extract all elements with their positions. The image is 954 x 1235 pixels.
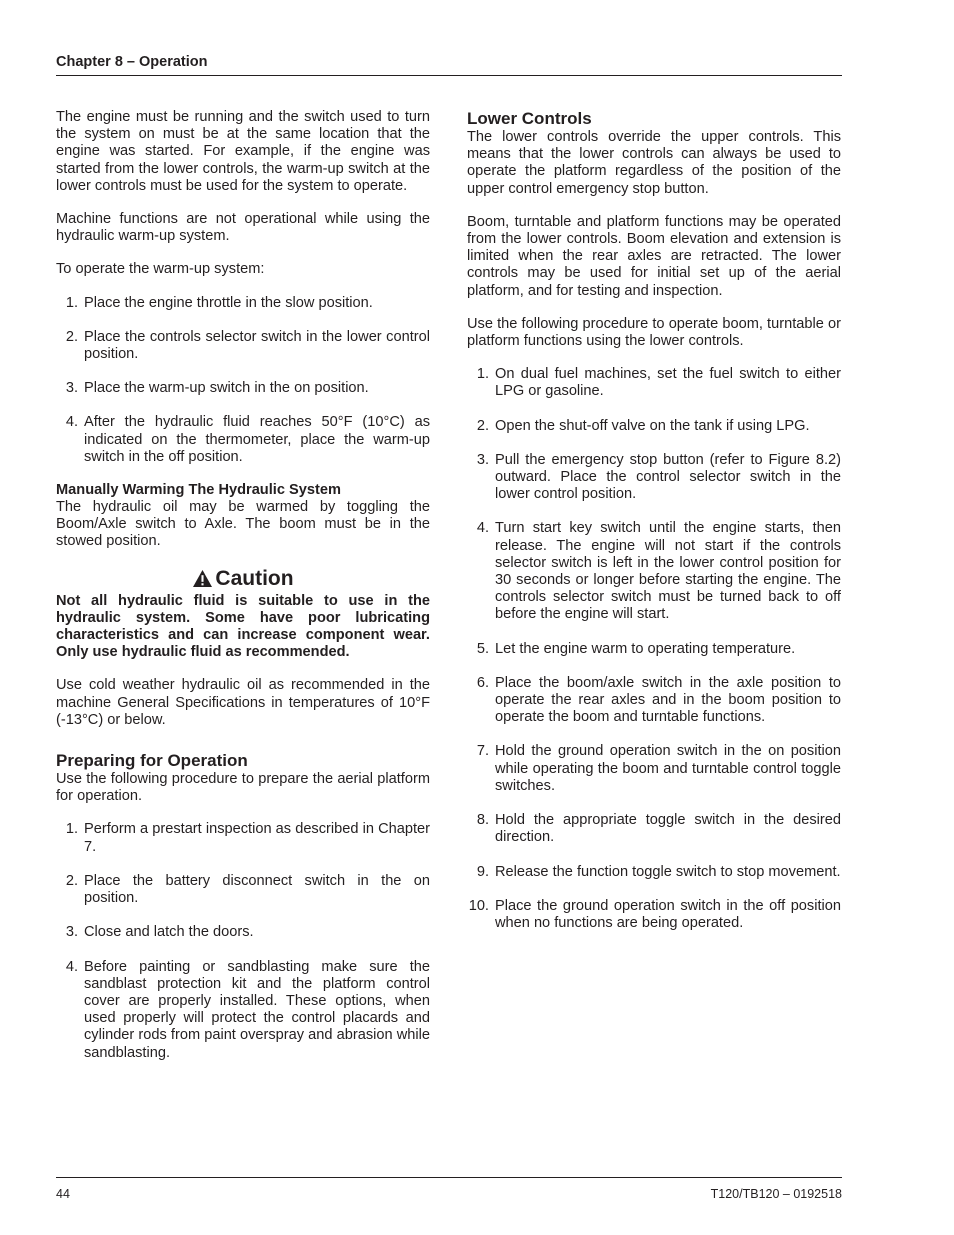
step-text: Open the shut-off valve on the tank if using LPG.	[495, 417, 810, 434]
step-text: Let the engine warm to operating temperature.	[495, 640, 796, 657]
lower-controls-steps-list	[467, 366, 841, 932]
warning-triangle-icon	[192, 569, 213, 588]
list-item	[467, 452, 841, 504]
step-number: 8.	[476, 812, 489, 829]
cold-weather-paragraph: Use cold weather hydraulic oil as recommended in the machine General Specifications in temperatures of 10°F (-13°C) or below.	[56, 677, 430, 728]
lower-controls-paragraph-2: Boom, turntable and platform functions may be operated from the lower controls. Boom elevation and extension is limited when the rear axles are retracted. The lower controls may be used for initial set up of the aerial platform, and for testing and inspection.	[467, 213, 841, 299]
preparing-paragraph: Use the following procedure to prepare the aerial platform for operation.	[56, 771, 430, 805]
list-item	[467, 743, 841, 795]
list-item	[467, 898, 841, 932]
step-number: 5.	[476, 640, 489, 657]
step-text: After the hydraulic fluid reaches 50°F (10°C) as indicated on the thermometer, place the warm-up switch in the off position.	[84, 414, 430, 465]
list-item	[56, 329, 430, 363]
left-column	[56, 109, 430, 1078]
step-text: Hold the appropriate toggle switch in the desired direction.	[495, 812, 841, 846]
prep-steps-list	[56, 821, 430, 1061]
list-item	[467, 418, 841, 435]
step-text: Place the ground operation switch in the off position when no functions are being operated.	[495, 897, 841, 931]
lower-controls-paragraph-1: The lower controls override the upper controls. This means that the lower controls can always be used to operate the platform regardless of the position of the upper control emergency stop button.	[467, 129, 841, 197]
step-number: 3.	[476, 451, 489, 468]
list-item	[467, 520, 841, 623]
step-text: Close and latch the doors.	[84, 924, 254, 941]
step-number: 2.	[476, 417, 489, 434]
caution-title: Caution	[215, 566, 294, 590]
step-number: 9.	[476, 863, 489, 880]
lower-controls-heading: Lower Controls	[467, 109, 592, 128]
step-number: 1.	[65, 294, 78, 311]
step-text: Hold the ground operation switch in the on position while operating the boom and turntable control toggle switches.	[495, 743, 841, 794]
chapter-header: Chapter 8 – Operation	[56, 54, 208, 70]
step-number: 3.	[65, 380, 78, 397]
list-item	[56, 873, 430, 907]
step-number: 10.	[468, 897, 489, 914]
preparing-heading: Preparing for Operation	[56, 751, 248, 771]
warmup-note-paragraph: Machine functions are not operational while using the hydraulic warm-up system.	[56, 211, 430, 245]
list-item	[467, 675, 841, 727]
list-item	[467, 812, 841, 846]
list-item	[56, 414, 430, 466]
manual-warming-paragraph: The hydraulic oil may be warmed by toggling the Boom/Axle switch to Axle. The boom must be in the stowed position.	[56, 499, 430, 550]
page-number: 44	[56, 1187, 70, 1201]
list-item	[467, 864, 841, 881]
list-item	[56, 295, 430, 312]
step-text: Pull the emergency stop button (refer to Figure 8.2) outward. Place the control selector switch in the lower control position.	[495, 451, 841, 503]
right-column	[467, 109, 841, 948]
step-text: Place the battery disconnect switch in the on position.	[84, 872, 430, 907]
warmup-intro-paragraph: The engine must be running and the switch used to turn the system on must be at the same location that the engine was started. For example, if the engine was started from the lower controls, the warm-up switch at the lower controls must be used for the system to operate.	[56, 109, 430, 194]
step-number: 3.	[65, 924, 78, 941]
step-text: Place the warm-up switch in the on position.	[84, 380, 369, 397]
step-text: Before painting or sandblasting make sure the sandblast protection kit and the platform control cover are properly installed. These options, when used properly will protect the control placards and cylinder rods from paint overspray and abrasion while sandblasting.	[84, 958, 430, 1061]
step-text: Place the controls selector switch in the lower control position.	[84, 328, 430, 363]
list-item	[467, 366, 841, 400]
footer-rule	[56, 1177, 842, 1178]
list-item	[56, 380, 430, 397]
lower-controls-paragraph-3: Use the following procedure to operate boom, turntable or platform functions using the lower controls.	[467, 315, 841, 350]
step-number: 1.	[65, 821, 78, 838]
step-number: 4.	[65, 414, 78, 431]
step-text: On dual fuel machines, set the fuel switch to either LPG or gasoline.	[495, 366, 841, 400]
step-number: 1.	[476, 366, 489, 383]
warmup-steps-list	[56, 295, 430, 466]
list-item	[56, 924, 430, 941]
warmup-lead-paragraph: To operate the warm-up system:	[56, 261, 265, 278]
step-number: 2.	[65, 328, 78, 345]
step-text: Perform a prestart inspection as described in Chapter 7.	[84, 821, 430, 855]
step-text: Place the boom/axle switch in the axle position to operate the rear axles and in the boom position to operate the boom and turntable functions.	[495, 674, 841, 726]
step-text: Turn start key switch until the engine starts, then release. The engine will not start if the controls selector switch is left in the lower control position for 30 seconds or longer before starting the engine. The controls selector switch must be turned back to off before the engine will start.	[495, 520, 841, 623]
step-number: 4.	[476, 520, 489, 537]
step-number: 7.	[476, 743, 489, 760]
list-item	[56, 959, 430, 1062]
step-number: 2.	[65, 872, 78, 889]
manual-warming-heading: Manually Warming The Hydraulic System	[56, 482, 341, 499]
step-number: 6.	[476, 674, 489, 691]
list-item	[56, 821, 430, 855]
document-id: T120/TB120 – 0192518	[710, 1187, 842, 1201]
caution-heading	[56, 567, 430, 591]
step-number: 4.	[65, 958, 78, 975]
caution-text: Not all hydraulic fluid is suitable to use in the hydraulic system. Some have poor lubricating characteristics and can increase component wear. Only use hydraulic fluid as recommended.	[56, 592, 430, 661]
step-text: Release the function toggle switch to stop movement.	[495, 863, 841, 880]
step-text: Place the engine throttle in the slow position.	[84, 294, 373, 311]
list-item	[467, 641, 841, 658]
header-rule	[56, 75, 842, 76]
